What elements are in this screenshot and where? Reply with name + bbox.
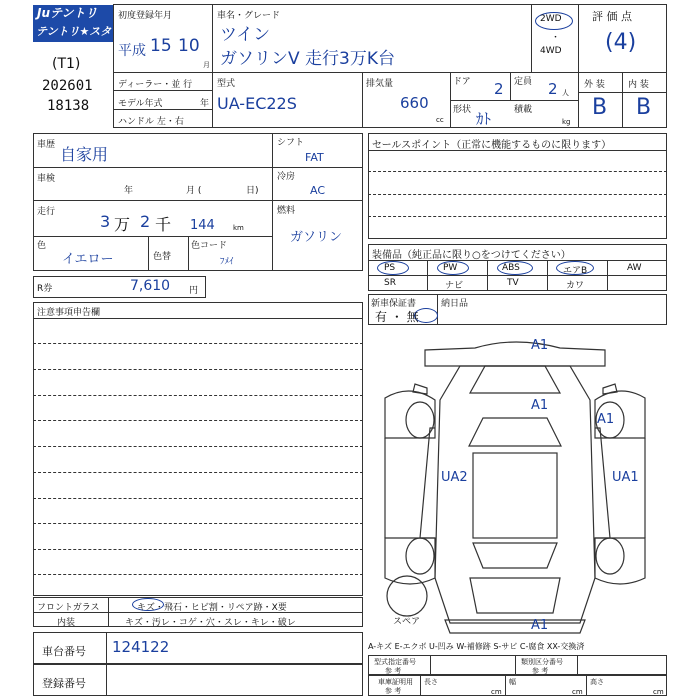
mileage-man-unit: 万 [114, 215, 131, 234]
mileage-hundreds: 144 [190, 218, 215, 233]
class-reference-label: 参 考 [532, 667, 549, 675]
sheet-number: 18138 [47, 98, 90, 114]
displacement-value: 660 [400, 94, 429, 112]
history-value: 自家用 [60, 145, 109, 164]
warranty-value: 有 ・ 無 [375, 310, 419, 324]
registration-month: 10 [178, 36, 200, 56]
load-unit: kg [562, 118, 571, 126]
mileage-sen-unit: 千 [155, 215, 172, 234]
doors-label: ドア [453, 77, 471, 87]
fuel-label: 燃料 [277, 206, 296, 216]
color-code-label: 色コード [191, 241, 228, 251]
sales-points-label: セールスポイント（正常に機能するものに限ります） [372, 140, 612, 151]
interior-grade: B [636, 95, 652, 120]
fuel-value: ガソリン [290, 230, 343, 245]
damage-legend: A-キズ E-エクボ U-凹み W-補修跡 S-サビ C-腐食 XX-交換済 [368, 642, 585, 651]
displacement-unit: cc [436, 116, 444, 124]
class-category-label: 類別区分番号 [521, 658, 563, 666]
inspection-month-unit: 月 ( [186, 186, 202, 196]
inspection-label: 車検 [37, 174, 56, 184]
drive-dot: ・ [551, 33, 561, 43]
color-change-label: 色替 [153, 252, 172, 262]
r-ticket-frame [33, 276, 206, 298]
capacity-unit: 人 [562, 89, 569, 97]
sheet-code: 202601 [42, 78, 93, 94]
equip-aw: AW [627, 263, 642, 273]
spare-label: スペア [393, 617, 421, 627]
car-name: ツイン [220, 25, 271, 45]
equip-abs: ABS [502, 263, 520, 273]
model-year-label: モデル年式 [118, 99, 163, 109]
registration-label: 初度登録年月 [118, 11, 173, 21]
spare-tire-outline [387, 576, 427, 616]
notes-label: 注意事項申告欄 [37, 308, 101, 318]
equip-leather: カワ [566, 281, 585, 291]
capacity-label: 定員 [514, 77, 533, 87]
color-label: 色 [37, 241, 47, 251]
rating-score: (4) [605, 30, 637, 55]
r-ticket-unit: 円 [189, 286, 199, 296]
type-designation-label: 型式指定番号 [374, 658, 416, 666]
cert-label: 車庫証明用 [378, 678, 413, 686]
mileage-label: 走行 [37, 207, 56, 217]
drive-2wd: 2WD [540, 14, 562, 24]
equipment-label: 装備品（純正品に限り○をつけてください） [372, 250, 571, 261]
vehicle-number-value: 124122 [112, 638, 170, 656]
interior-options: キズ・汚レ・コゲ・穴・スレ・キレ・破レ [125, 618, 296, 628]
mileage-sen: 2 [140, 212, 151, 231]
mark-front-bumper: A1 [531, 338, 549, 353]
mark-hood: A1 [531, 398, 549, 413]
equip-pw: PW [443, 263, 458, 273]
front-bumper-outline [425, 342, 605, 366]
windshield-outline [469, 418, 561, 446]
handle-label: ハンドル 左・右 [118, 117, 184, 127]
shape-value: ｶﾄ [476, 110, 492, 128]
front-glass-label: フロントガラス [37, 603, 100, 613]
rating-label: 評 価 点 [592, 10, 632, 23]
equip-airbag: エアB [563, 266, 588, 276]
shape-label: 形状 [453, 105, 472, 115]
inspection-year-unit: 年 [124, 186, 134, 196]
warranty-label: 新車保証書 [371, 299, 417, 309]
front-glass-options: キズ・飛石・ヒビ割・リペア跡・X要 [137, 603, 287, 613]
model-year-unit: 年 [200, 99, 210, 109]
mark-right-fender: A1 [597, 412, 615, 427]
cert-reference-label: 参 考 [385, 687, 402, 695]
doors-value: 2 [494, 80, 504, 98]
exterior-label: 外 装 [584, 80, 605, 90]
mileage-man: 3 [100, 212, 111, 231]
drive-4wd: 4WD [540, 46, 562, 56]
length-unit: cm [491, 688, 502, 696]
length-label: 長さ [424, 678, 438, 686]
color-code: ﾌﾒｲ [220, 257, 234, 267]
height-unit: cm [653, 688, 664, 696]
model-value: UA-EC22S [217, 94, 297, 113]
load-label: 積載 [514, 105, 533, 115]
left-door-outline [420, 428, 435, 538]
cooling-value: AC [310, 184, 326, 197]
width-label: 幅 [509, 678, 516, 686]
mileage-unit: km [233, 224, 244, 232]
body-outline [435, 366, 595, 623]
exterior-grade: B [592, 95, 608, 120]
logo-bottom [33, 22, 123, 42]
logo-top: Juテントリ [33, 5, 113, 22]
vehicle-number-label: 車台番号 [42, 645, 86, 658]
type-reference-label: 参 考 [385, 667, 402, 675]
registration-number-label: 登録番号 [42, 677, 86, 690]
equip-tv: TV [507, 278, 519, 288]
car-grade: ガソリンV 走行3万K台 [220, 49, 395, 69]
delivery-label: 納日品 [441, 299, 469, 309]
equip-sr: SR [384, 278, 396, 288]
lane-code: (T1) [52, 56, 81, 72]
notes-frame [33, 302, 363, 596]
r-ticket-label: R券 [37, 284, 53, 294]
dealer-label: ディーラー・並 行 [118, 80, 193, 90]
r-ticket-value: 7,610 [130, 278, 171, 294]
equip-ps: PS [384, 263, 396, 273]
mark-right-door: UA1 [612, 470, 639, 485]
history-label: 車歴 [37, 140, 56, 150]
shift-label: シフト [277, 138, 305, 148]
interior-label: 内 装 [628, 80, 649, 90]
mark-rear-bumper: A1 [531, 618, 549, 633]
capacity-value: 2 [548, 80, 558, 98]
registration-year: 15 [150, 36, 172, 56]
inspection-day-unit: 日) [246, 186, 259, 196]
color-value: イエロー [62, 252, 114, 267]
registration-month-unit: 月 [203, 61, 210, 69]
mark-left-door: UA2 [441, 470, 468, 485]
registration-era: 平成 [118, 43, 146, 59]
shift-value: FAT [305, 151, 324, 164]
width-unit: cm [572, 688, 583, 696]
interior-label-cell: 内装 [57, 618, 76, 628]
car-name-label: 車名・グレード [217, 11, 281, 21]
right-door-outline [595, 428, 610, 538]
height-label: 高さ [590, 678, 604, 686]
cooling-label: 冷房 [277, 172, 296, 182]
displacement-label: 排気量 [366, 79, 394, 89]
model-label: 型式 [217, 79, 236, 89]
equip-navi: ナビ [445, 281, 464, 291]
logo-bottom-text: テントリ★スター [36, 25, 123, 38]
